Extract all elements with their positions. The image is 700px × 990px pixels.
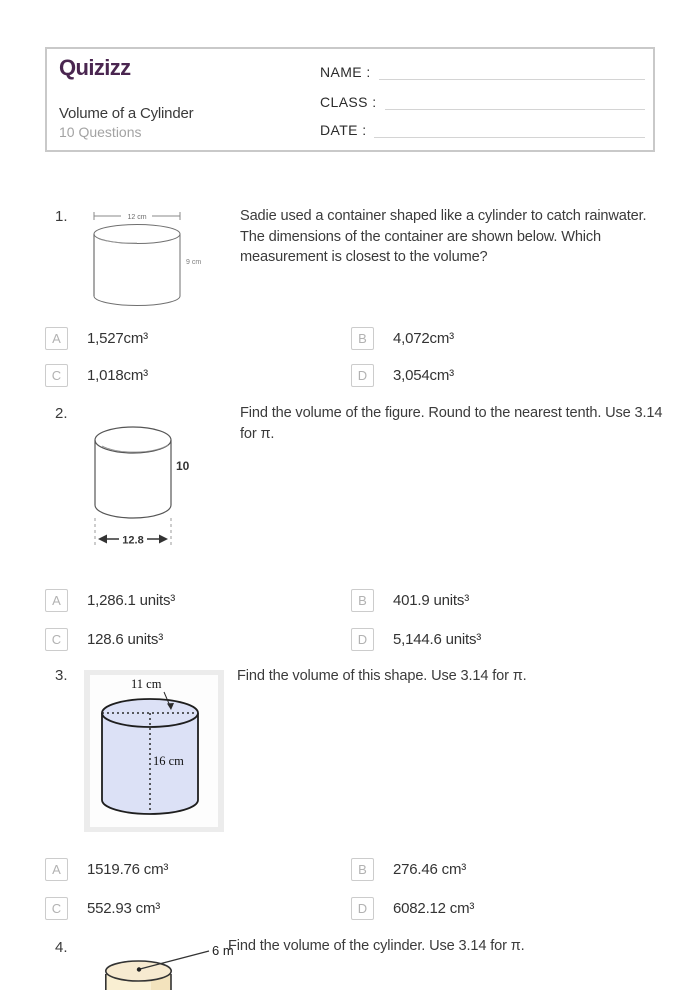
q1-option-a-text: 1,527cm³ (87, 330, 148, 347)
q2-cylinder-figure (90, 412, 218, 552)
q4-radius-label: 6 m (212, 943, 234, 958)
q2-option-b-text: 401.9 units³ (393, 592, 469, 609)
worksheet-header (45, 47, 655, 152)
q2-option-a (45, 589, 175, 612)
q3-number: 3. (55, 667, 68, 684)
q3-option-d-box[interactable]: D (351, 897, 374, 920)
q2-option-b (351, 589, 469, 612)
q2-option-d-text: 5,144.6 units³ (393, 631, 482, 648)
q4-text: Find the volume of the cylinder. Use 3.14 for π. (228, 938, 525, 954)
q1-option-c-box[interactable]: C (45, 364, 68, 387)
name-input-line[interactable] (379, 63, 645, 80)
q1-height-label: 9 cm (186, 259, 202, 266)
q2-option-c-box[interactable]: C (45, 628, 68, 651)
q2-option-a-box[interactable]: A (45, 589, 68, 612)
q1-option-b (351, 327, 454, 350)
name-field-row (320, 62, 645, 80)
date-input-line[interactable] (374, 121, 645, 138)
q1-option-a-box[interactable]: A (45, 327, 68, 350)
q1-option-a (45, 327, 148, 350)
q1-option-d-box[interactable]: D (351, 364, 374, 387)
q2-option-d (351, 628, 481, 651)
q3-option-d (351, 897, 474, 920)
q3-option-b-text: 276.46 cm³ (393, 861, 467, 878)
quizizz-logo: Quizizz (59, 55, 131, 80)
date-label: DATE : (320, 122, 367, 138)
q2-option-a-text: 1,286.1 units³ (87, 592, 176, 609)
q3-option-c-text: 552.93 cm³ (87, 900, 161, 917)
q1-text: Sadie used a container shaped like a cylinder to catch rainwater. The dimensions of the container are shown below. Which measurement is closest to the volume? (240, 208, 647, 266)
worksheet-title: Volume of a Cylinder (59, 105, 194, 122)
worksheet-question-count: 10 Questions (59, 124, 142, 140)
q4-cylinder-figure (105, 938, 240, 990)
q1-option-c (45, 364, 148, 387)
q3-option-a-box[interactable]: A (45, 858, 68, 881)
q3-figure-card (84, 670, 224, 832)
q3-option-a (45, 858, 168, 881)
q3-option-b (351, 858, 466, 881)
date-field-row (320, 120, 645, 138)
q3-option-a-text: 1519.76 cm³ (87, 861, 169, 878)
q1-option-c-text: 1,018cm³ (87, 367, 148, 384)
class-label: CLASS : (320, 94, 377, 110)
q1-cylinder-figure (86, 203, 208, 311)
q2-height-label: 10 (176, 459, 190, 473)
q2-option-c-text: 128.6 units³ (87, 631, 163, 648)
q3-option-b-box[interactable]: B (351, 858, 374, 881)
q3-option-c (45, 897, 160, 920)
q3-cylinder-figure (84, 670, 224, 832)
name-label: NAME : (320, 64, 371, 80)
q3-option-c-box[interactable]: C (45, 897, 68, 920)
q1-option-b-text: 4,072cm³ (393, 330, 454, 347)
q1-number: 1. (55, 208, 68, 225)
q1-option-d (351, 364, 454, 387)
q2-option-c (45, 628, 163, 651)
q2-option-d-box[interactable]: D (351, 628, 374, 651)
q3-height-label: 16 cm (153, 754, 184, 768)
q1-option-b-box[interactable]: B (351, 327, 374, 350)
q3-diameter-label: 11 cm (131, 677, 162, 691)
q3-option-d-text: 6082.12 cm³ (393, 900, 475, 917)
q2-option-b-box[interactable]: B (351, 589, 374, 612)
q3-text: Find the volume of this shape. Use 3.14 for π. (237, 668, 527, 684)
q1-option-d-text: 3,054cm³ (393, 367, 454, 384)
q2-text: Find the volume of the figure. Round to the nearest tenth. Use 3.14 for π. (240, 405, 663, 442)
q2-diameter-label: 12.8 (122, 534, 144, 547)
q4-number: 4. (55, 939, 68, 956)
q1-diameter-label: 12 cm (127, 214, 147, 221)
class-field-row (320, 92, 645, 110)
class-input-line[interactable] (385, 93, 646, 110)
q2-number: 2. (55, 405, 68, 422)
